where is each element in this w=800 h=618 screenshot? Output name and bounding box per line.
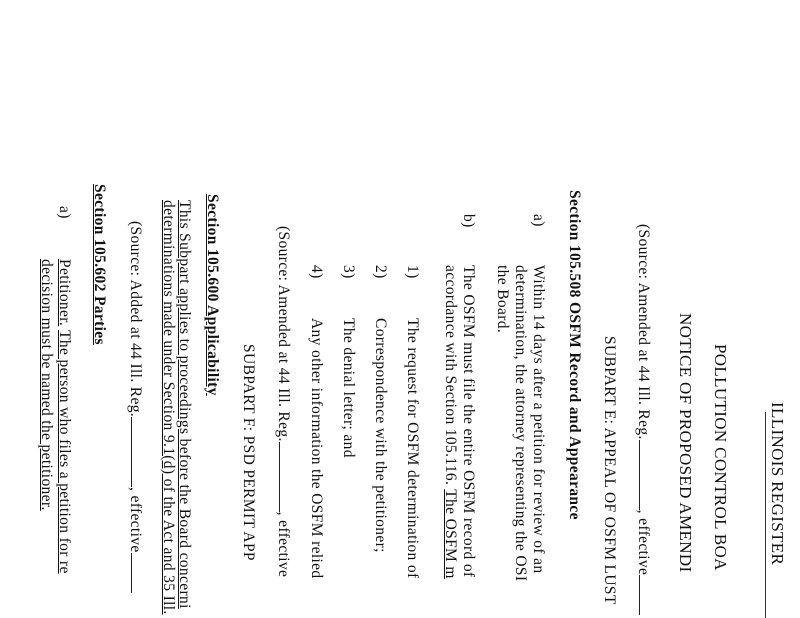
source-note-1-suffix: , effective [635,509,652,576]
petitioner-term: Petitioner. [56,259,73,327]
register-header: ILLINOIS REGISTER [768,402,787,566]
list-item-number: 2) [372,265,389,279]
list-item-number: 3) [340,265,357,279]
paragraph-b-line2-post: The OSFM m [442,489,459,579]
list-item-number: 4) [308,265,325,279]
section-105-600-line: determinations made under Section 9.1(d) of the Act and 35 Ill. [160,200,177,615]
paragraph-b-line [461,265,477,577]
paragraph-a-line: determination, the attorney representing the OSI [512,265,529,582]
agency-title: POLLUTION CONTROL BOA [711,344,730,571]
parties-a-line1 [57,259,73,574]
source-note-3-prefix: (Source: Added at 44 Ill. Reg. [127,221,144,418]
source-note-2 [276,226,293,577]
paragraph-b-line [443,265,459,579]
paragraph-b-marker: b) [460,214,477,228]
source-note-3 [128,221,145,593]
subpart-f-heading: SUBPART F: PSD PERMIT APP [240,344,257,561]
list-item-text: Correspondence with the petitioner; [372,318,389,553]
notice-title: NOTICE OF PROPOSED AMENDI [676,313,695,573]
header-rule [765,412,766,618]
section-105-602-title: Section 105.602 Parties [91,184,108,345]
list-item-text: The denial letter; and [340,318,357,458]
parties-a-text: The person who files a petition for re [56,330,73,574]
blank-line [131,553,144,593]
parties-a-marker: a) [56,206,73,219]
list-item-text: Any other information the OSFM relied [308,318,325,579]
source-note-2-suffix: , effective [275,511,292,578]
paragraph-a-line: Within 14 days after a petition for review of an [530,265,547,574]
subpart-e-heading: SUBPART E: APPEAL OF OSFM LUST [601,336,618,605]
paragraph-a-line: the Board. [494,265,511,334]
section-105-600-title: Section 105.600 Applicability [204,194,221,396]
source-note-3-suffix: , effective [127,487,144,553]
section-105-600-line: This Subpart applies to proceedings before the Board concerni [176,200,193,609]
source-note-2-prefix: (Source: Amended at 44 Ill. Reg. [275,226,292,442]
paragraph-b-line1: The OSFM must file the entire OSFM record of [460,265,477,578]
source-note-1 [636,224,653,615]
list-item-text: The request for OSFM determination of [404,318,421,579]
blank-line [639,440,652,510]
parties-a-line2: decision must be named the petitioner. [38,259,55,511]
section-105-508-title: Section 105.508 OSFM Record and Appearance [566,190,583,520]
blank-line [131,417,144,487]
source-note-1-prefix: (Source: Amended at 44 Ill. Reg. [635,224,652,440]
blank-line [639,575,652,615]
paragraph-b-line2-pre: accordance with Section 105.116. [442,265,459,486]
paragraph-a-marker: a) [530,214,547,227]
blank-line [279,442,292,512]
list-item-number: 1) [404,265,421,279]
